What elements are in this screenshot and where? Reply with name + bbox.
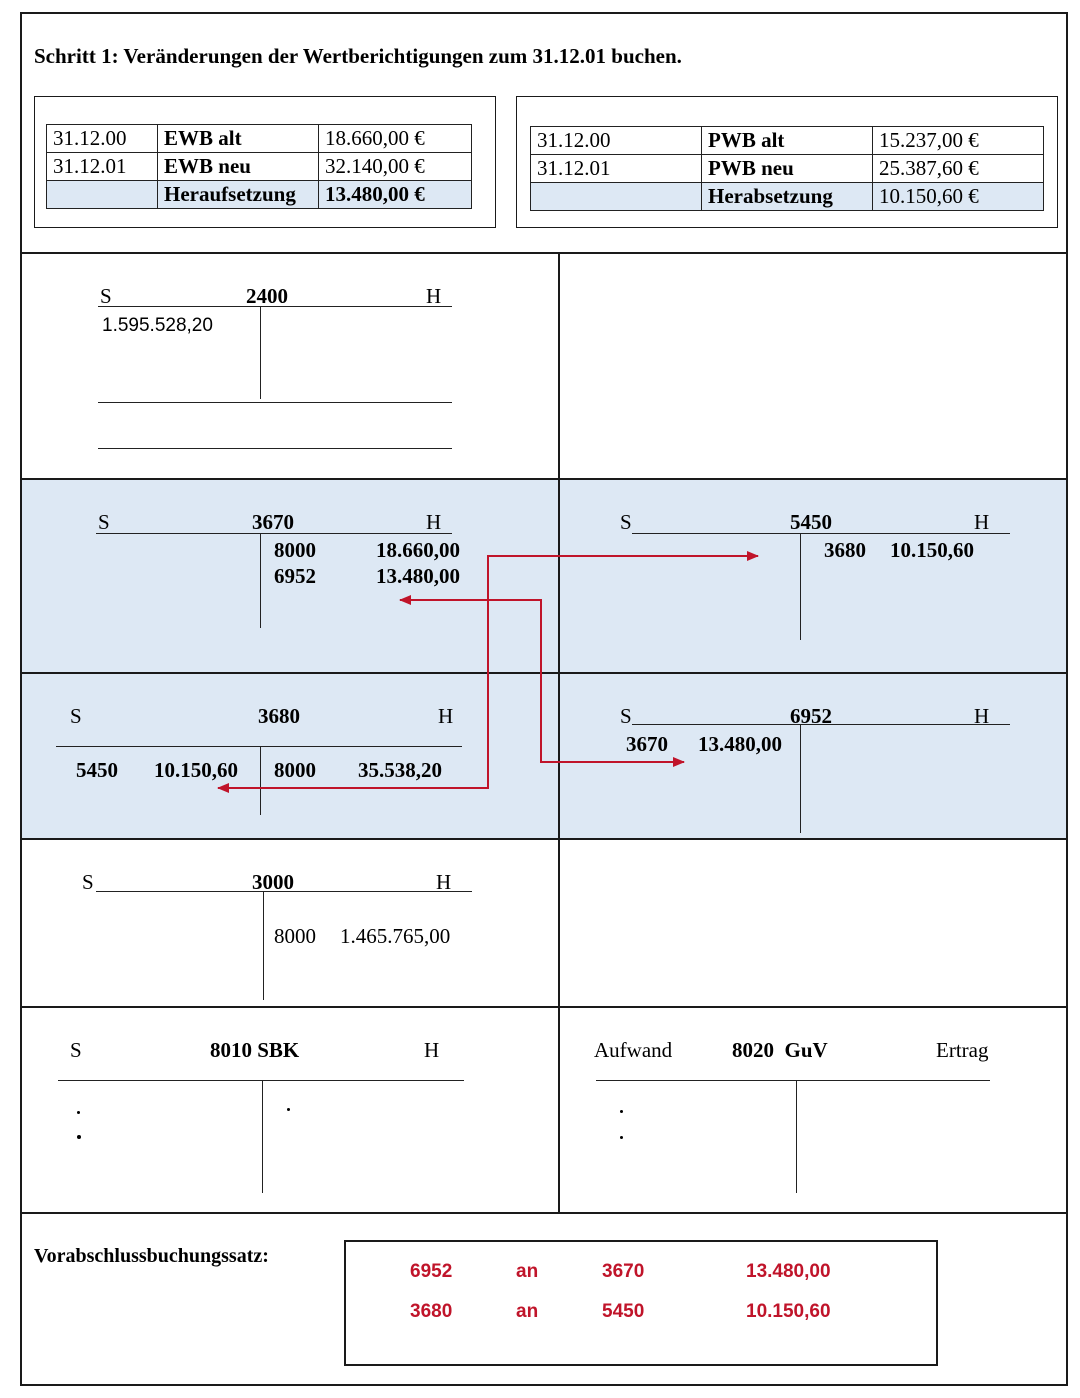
account-number: 3000	[252, 870, 294, 894]
credit-amount: 35.538,20	[358, 758, 442, 782]
debit-contra-account: 3670	[626, 732, 668, 756]
account-number: 6952	[790, 704, 832, 728]
ewb-value: 13.480,00 €	[319, 181, 472, 209]
pwb-date: 31.12.01	[531, 155, 702, 183]
account-number: 2400	[246, 284, 288, 308]
t-account-top-line	[58, 1080, 464, 1081]
pwb-table	[530, 126, 1044, 211]
table-row	[47, 153, 472, 181]
account-number: 8010 SBK	[210, 1038, 300, 1062]
account-debit-label: Aufwand	[594, 1038, 673, 1062]
pwb-label: PWB neu	[702, 155, 873, 183]
closing-credit-account: 5450	[602, 1301, 645, 1322]
account-debit-label: S	[100, 284, 112, 308]
account-credit-label: H	[438, 704, 454, 728]
table-row	[47, 125, 472, 153]
account-credit-label: H	[436, 870, 452, 894]
t-account-top-line	[632, 724, 1010, 725]
account-debit-label: S	[82, 870, 94, 894]
account-credit-label: H	[426, 284, 442, 308]
account-debit-label: S	[70, 704, 82, 728]
table-row	[47, 181, 472, 209]
t-account-divider	[796, 1081, 797, 1193]
ellipsis-dot	[77, 1111, 80, 1114]
credit-amount: 10.150,60	[890, 538, 974, 562]
cell-6952	[558, 672, 1068, 840]
pwb-label: Herabsetzung	[702, 183, 873, 211]
closing-credit-account: 3670	[602, 1261, 645, 1282]
ewb-label: EWB neu	[158, 153, 319, 181]
account-number: 3670	[252, 510, 294, 534]
closing-connector: an	[516, 1301, 539, 1322]
pwb-date	[531, 183, 702, 211]
t-account-divider	[260, 307, 261, 399]
ellipsis-dot	[620, 1136, 623, 1139]
account-credit-label: H	[426, 510, 442, 534]
ewb-value: 18.660,00 €	[319, 125, 472, 153]
account-number: 8020 GuV	[732, 1038, 828, 1062]
t-account-top-line	[632, 533, 1010, 534]
pwb-value: 10.150,60 €	[873, 183, 1044, 211]
debit-amount: 13.480,00	[698, 732, 782, 756]
table-row	[531, 155, 1044, 183]
t-account-divider	[260, 747, 261, 815]
t-account-divider	[260, 534, 261, 628]
credit-contra-account: 8000	[274, 924, 316, 948]
ellipsis-dot	[77, 1135, 81, 1139]
account-number: 3680	[258, 704, 300, 728]
pwb-value: 15.237,00 €	[873, 127, 1044, 155]
closing-debit-account: 3680	[410, 1301, 453, 1322]
debit-contra-account: 5450	[76, 758, 118, 782]
t-account-top-line	[56, 746, 462, 747]
cell-empty-1	[558, 252, 1068, 480]
debit-amount: 1.595.528,20	[102, 315, 213, 336]
account-credit-label: H	[974, 510, 990, 534]
t-account-divider	[800, 725, 801, 833]
account-credit-label: H	[424, 1038, 440, 1062]
account-number: 5450	[790, 510, 832, 534]
account-credit-label: Ertrag	[936, 1038, 989, 1062]
t-account-top-line	[596, 1080, 990, 1081]
cell-3000	[20, 838, 560, 1008]
account-debit-label: S	[620, 704, 632, 728]
ellipsis-dot	[287, 1108, 290, 1111]
ewb-date: 31.12.01	[47, 153, 158, 181]
credit-contra-account: 8000	[274, 758, 316, 782]
t-account-top-line	[96, 891, 472, 892]
ewb-label: EWB alt	[158, 125, 319, 153]
sum-line	[98, 448, 452, 449]
t-account-divider	[262, 1081, 263, 1193]
ewb-label: Heraufsetzung	[158, 181, 319, 209]
ellipsis-dot	[620, 1110, 623, 1113]
credit-amount: 1.465.765,00	[340, 924, 451, 948]
ewb-date: 31.12.00	[47, 125, 158, 153]
sum-line	[98, 402, 452, 403]
pwb-date: 31.12.00	[531, 127, 702, 155]
credit-contra-account: 6952	[274, 564, 316, 588]
pwb-value: 25.387,60 €	[873, 155, 1044, 183]
closing-debit-account: 6952	[410, 1261, 453, 1282]
credit-amount: 13.480,00	[376, 564, 460, 588]
cell-empty-2	[558, 838, 1068, 1008]
t-account-top-line	[98, 306, 452, 307]
credit-amount: 18.660,00	[376, 538, 460, 562]
page-title: Schritt 1: Veränderungen der Wertberichtigungen zum 31.12.01 buchen.	[34, 44, 682, 68]
account-debit-label: S	[620, 510, 632, 534]
account-debit-label: S	[70, 1038, 82, 1062]
account-credit-label: H	[974, 704, 990, 728]
ewb-table	[46, 124, 472, 209]
debit-amount: 10.150,60	[154, 758, 238, 782]
table-row	[531, 183, 1044, 211]
closing-amount: 13.480,00	[746, 1261, 831, 1282]
cell-3680	[20, 672, 560, 840]
t-account-divider	[800, 534, 801, 640]
ewb-date	[47, 181, 158, 209]
pwb-label: PWB alt	[702, 127, 873, 155]
closing-amount: 10.150,60	[746, 1301, 831, 1322]
credit-contra-account: 3680	[824, 538, 866, 562]
t-account-divider	[263, 892, 264, 1000]
closing-connector: an	[516, 1261, 539, 1282]
credit-contra-account: 8000	[274, 538, 316, 562]
table-row	[531, 127, 1044, 155]
ewb-value: 32.140,00 €	[319, 153, 472, 181]
account-debit-label: S	[98, 510, 110, 534]
closing-label: Vorabschlussbuchungssatz:	[34, 1245, 269, 1267]
cell-5450	[558, 478, 1068, 674]
t-account-top-line	[96, 533, 452, 534]
